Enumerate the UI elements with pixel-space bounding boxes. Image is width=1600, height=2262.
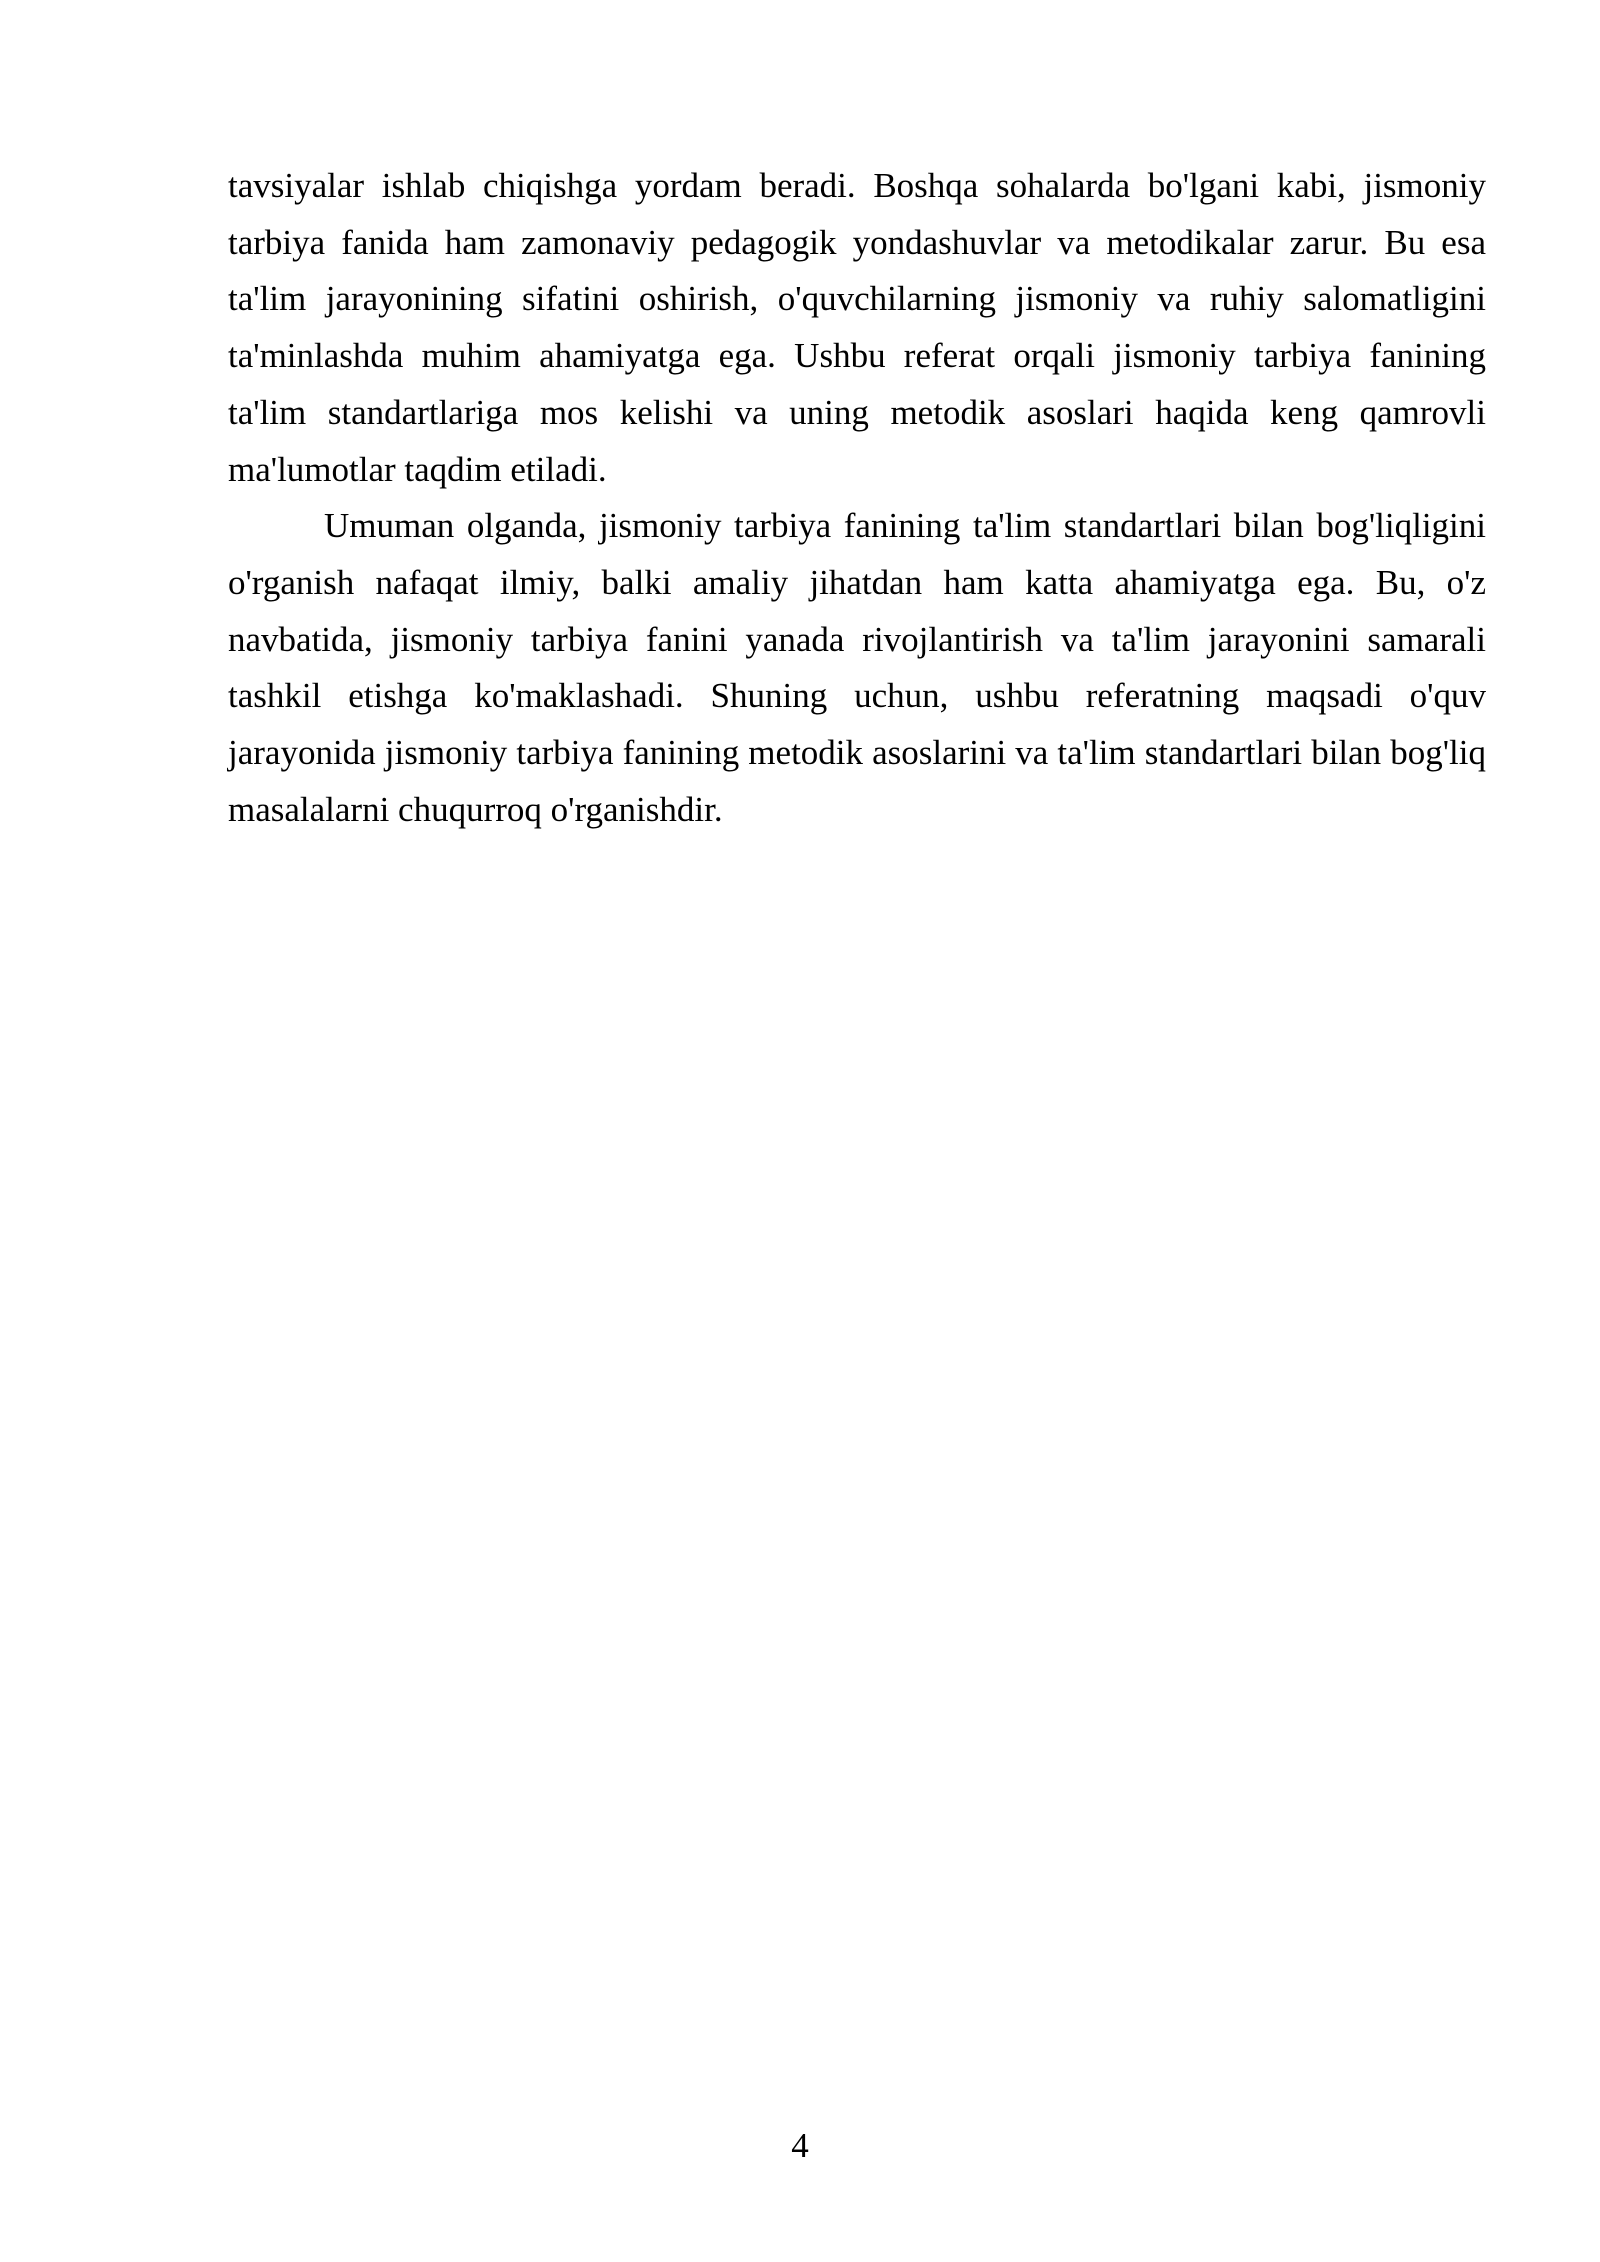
paragraph-continuation: tavsiyalar ishlab chiqishga yordam beradi. Boshqa sohalarda bo'lgani kabi, jismoniy tarbiya fanida ham zamonaviy pedagogik yondashuvlar va metodikalar zarur. Bu esa ta'lim jarayonining sifatini oshirish, o'quvchilarning jismoniy va ruhiy salomatligini ta'minlashda muhim ahamiyatga ega. Ushbu referat orqali jismoniy tarbiya fanining ta'lim standartlariga mos kelishi va uning metodik asoslari haqida keng qamrovli ma'lumotlar taqdim etiladi. — [228, 166, 1486, 489]
page-number: 4 — [791, 2126, 809, 2165]
body-text — [228, 158, 1486, 838]
paragraph-conclusion: Umuman olganda, jismoniy tarbiya fanining ta'lim standartlari bilan bog'liqligini o'rganish nafaqat ilmiy, balki amaliy jihatdan ham katta ahamiyatga ega. Bu, o'z navbatida, jismoniy tarbiya fanini yanada rivojlantirish va ta'lim jarayonini samarali tashkil etishga ko'maklashadi. Shuning uchun, ushbu referatning maqsadi o'quv jarayonida jismoniy tarbiya fanining metodik asoslarini va ta'lim standartlari bilan bog'liq masalalarni chuqurroq o'rganishdir. — [228, 506, 1486, 829]
